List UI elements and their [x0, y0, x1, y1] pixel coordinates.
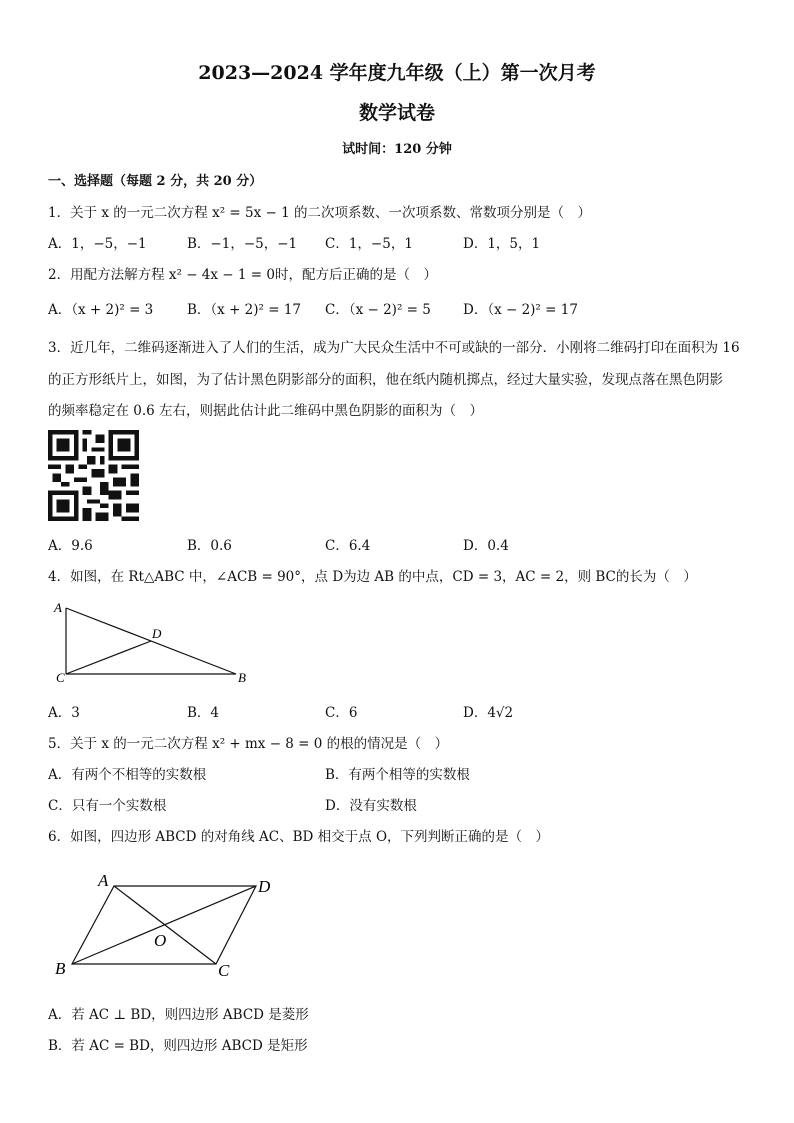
- q4-option-a: A．3: [48, 705, 80, 721]
- label-d: D: [152, 626, 162, 641]
- q3-option-b: B．0.6: [187, 538, 232, 554]
- question-1-stem: 1．关于 x 的一元二次方程 x² = 5x − 1 的二次项系数、一次项系数、常数项分别是（ ）: [48, 205, 591, 221]
- q1-option-b: B．−1，−5，−1: [187, 236, 298, 252]
- question-3-line-3: 的频率稳定在 0.6 左右，则据此估计此二维码中黑色阴影的面积为（ ）: [48, 403, 484, 419]
- q4-option-b: B．4: [187, 705, 220, 721]
- q5-option-d: D．没有实数根: [325, 798, 417, 814]
- triangle-figure: [50, 596, 260, 686]
- section-heading: 一、选择题（每题 2 分，共 20 分）: [48, 174, 263, 189]
- label-c: C: [218, 961, 230, 980]
- label-a: A: [54, 600, 62, 615]
- exam-time-note: 试时间：120 分钟: [342, 142, 452, 157]
- q3-option-d: D．0.4: [463, 538, 509, 554]
- exam-title: 2023—2024 学年度九年级（上）第一次月考: [198, 62, 596, 84]
- q2-option-a: A．（x + 2)² = 3: [48, 302, 154, 318]
- q3-option-c: C．6.4: [325, 538, 371, 554]
- q1-option-d: D．1，5，1: [463, 236, 541, 252]
- q2-option-b: B．（x + 2)² = 17: [187, 302, 302, 318]
- question-4-stem: 4．如图，在 Rt△ABC 中，∠ACB = 90°，点 D为边 AB 的中点，CD = 3，AC = 2，则 BC的长为（ ）: [48, 569, 697, 585]
- label-b: B: [238, 670, 246, 685]
- qr-code-figure: [48, 430, 139, 521]
- q4-option-c: C．6: [325, 705, 358, 721]
- exam-subject: 数学试卷: [358, 102, 435, 124]
- q6-option-a: A．若 AC ⊥ BD，则四边形 ABCD 是菱形: [48, 1007, 309, 1023]
- q2-option-d: D．（x − 2)² = 17: [463, 302, 578, 318]
- question-3-line-2: 的正方形纸片上，如图，为了估计黑色阴影部分的面积，他在纸内随机掷点，经过大量实验，发现点落在黑色阴影: [48, 372, 723, 388]
- q5-option-a: A．有两个不相等的实数根: [48, 767, 207, 783]
- q2-option-c: C．（x − 2)² = 5: [325, 302, 431, 318]
- question-2-stem: 2．用配方法解方程 x² − 4x − 1 = 0时，配方后正确的是（ ）: [48, 267, 437, 283]
- question-5-stem: 5．关于 x 的一元二次方程 x² + mx − 8 = 0 的根的情况是（ ）: [48, 736, 449, 752]
- q4-option-d: D．4√2: [463, 705, 514, 721]
- label-o: O: [154, 931, 167, 950]
- quadrilateral-figure: [50, 868, 290, 980]
- label-b: B: [55, 959, 66, 978]
- q3-option-a: A．9.6: [48, 538, 93, 554]
- question-6-stem: 6．如图，四边形 ABCD 的对角线 AC、BD 相交于点 O，下列判断正确的是（ ）: [48, 829, 550, 845]
- label-a: A: [98, 871, 109, 890]
- label-c: C: [56, 670, 65, 685]
- question-3-line-1: 3．近几年，二维码逐渐进入了人们的生活，成为广大民众生活中不可或缺的一部分．小刚将二维码打印在面积为 16: [48, 340, 740, 356]
- q5-option-b: B．有两个相等的实数根: [325, 767, 470, 783]
- q1-option-c: C．1，−5，1: [325, 236, 413, 252]
- label-d: D: [258, 877, 271, 896]
- q1-option-a: A．1，−5，−1: [48, 236, 147, 252]
- q6-option-b: B．若 AC = BD，则四边形 ABCD 是矩形: [48, 1038, 308, 1054]
- q5-option-c: C．只有一个实数根: [48, 798, 167, 814]
